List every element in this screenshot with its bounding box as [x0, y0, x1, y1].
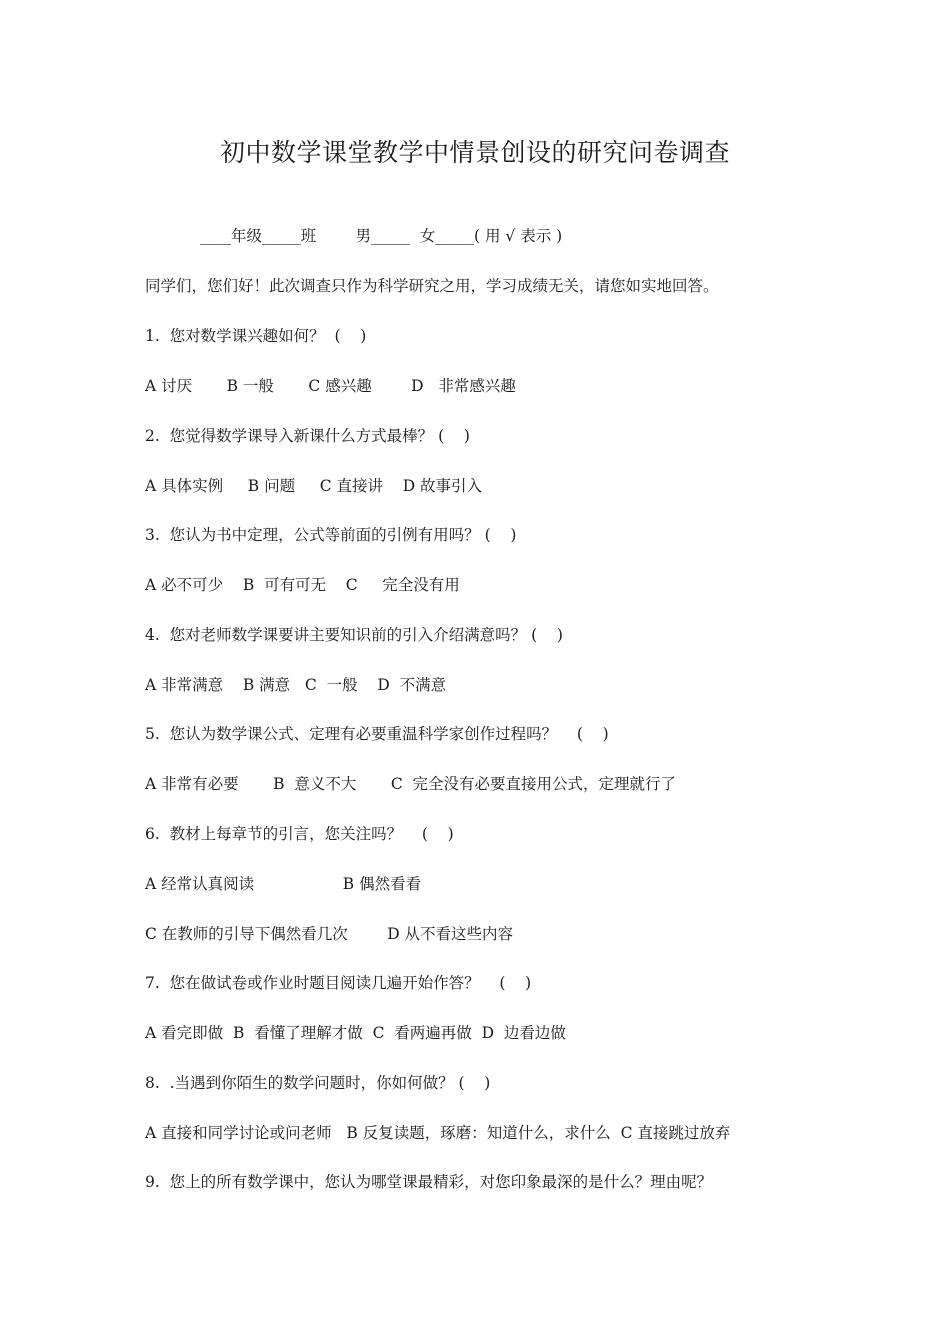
question-6: 6. 教材上每章节的引言，您关注吗？ ( )	[145, 825, 454, 843]
document-title: 初中数学课堂教学中情景创设的研究问卷调查	[219, 138, 730, 167]
question-3-options: A 必不可少 B 可有可无 C 完全没有用	[145, 576, 460, 594]
question-5: 5. 您认为数学课公式、定理有必要重温科学家创作过程吗？ ( )	[145, 725, 609, 743]
intro-text: 同学们，您们好！此次调查只作为科学研究之用，学习成绩无关，请您如实地回答。	[145, 277, 719, 295]
question-5-options: A 非常有必要 B 意义不大 C 完全没有必要直接用公式，定理就行了	[145, 775, 677, 793]
question-9: 9. 您上的所有数学课中，您认为哪堂课最精彩，对您印象最深的是什么？理由呢？	[145, 1173, 713, 1191]
question-4: 4. 您对老师数学课要讲主要知识前的引入介绍满意吗？ ( )	[145, 626, 563, 644]
question-1: 1. 您对数学课兴趣如何？ ( )	[145, 327, 367, 345]
question-6-options-cd: C 在教师的引导下偶然看几次 D 从不看这些内容	[145, 925, 514, 943]
question-7-options: A 看完即做 B 看懂了理解才做 C 看两遍再做 D 边看边做	[145, 1024, 566, 1042]
question-8: 8. .当遇到你陌生的数学问题时，你如何做？ ( )	[145, 1074, 491, 1092]
question-2: 2. 您觉得数学课导入新课什么方式最棒？ ( )	[145, 427, 470, 445]
question-4-options: A 非常满意 B 满意 C 一般 D 不满意	[145, 676, 447, 694]
question-7: 7. 您在做试卷或作业时题目阅读几遍开始作答？ ( )	[145, 974, 532, 992]
student-info-fields: ____年级_____班 男_____ 女_____( 用 √ 表示 )	[200, 227, 563, 245]
question-1-options: A 讨厌 B 一般 C 感兴趣 D 非常感兴趣	[145, 377, 516, 395]
question-8-options: A 直接和同学讨论或问老师 B 反复读题，琢磨：知道什么，求什么 C 直接跳过放弃	[145, 1124, 731, 1142]
question-6-options-ab: A 经常认真阅读 B 偶然看看	[145, 875, 422, 893]
question-3: 3. 您认为书中定理，公式等前面的引例有用吗？ ( )	[145, 526, 517, 544]
question-2-options: A 具体实例 B 问题 C 直接讲 D 故事引入	[145, 477, 483, 495]
